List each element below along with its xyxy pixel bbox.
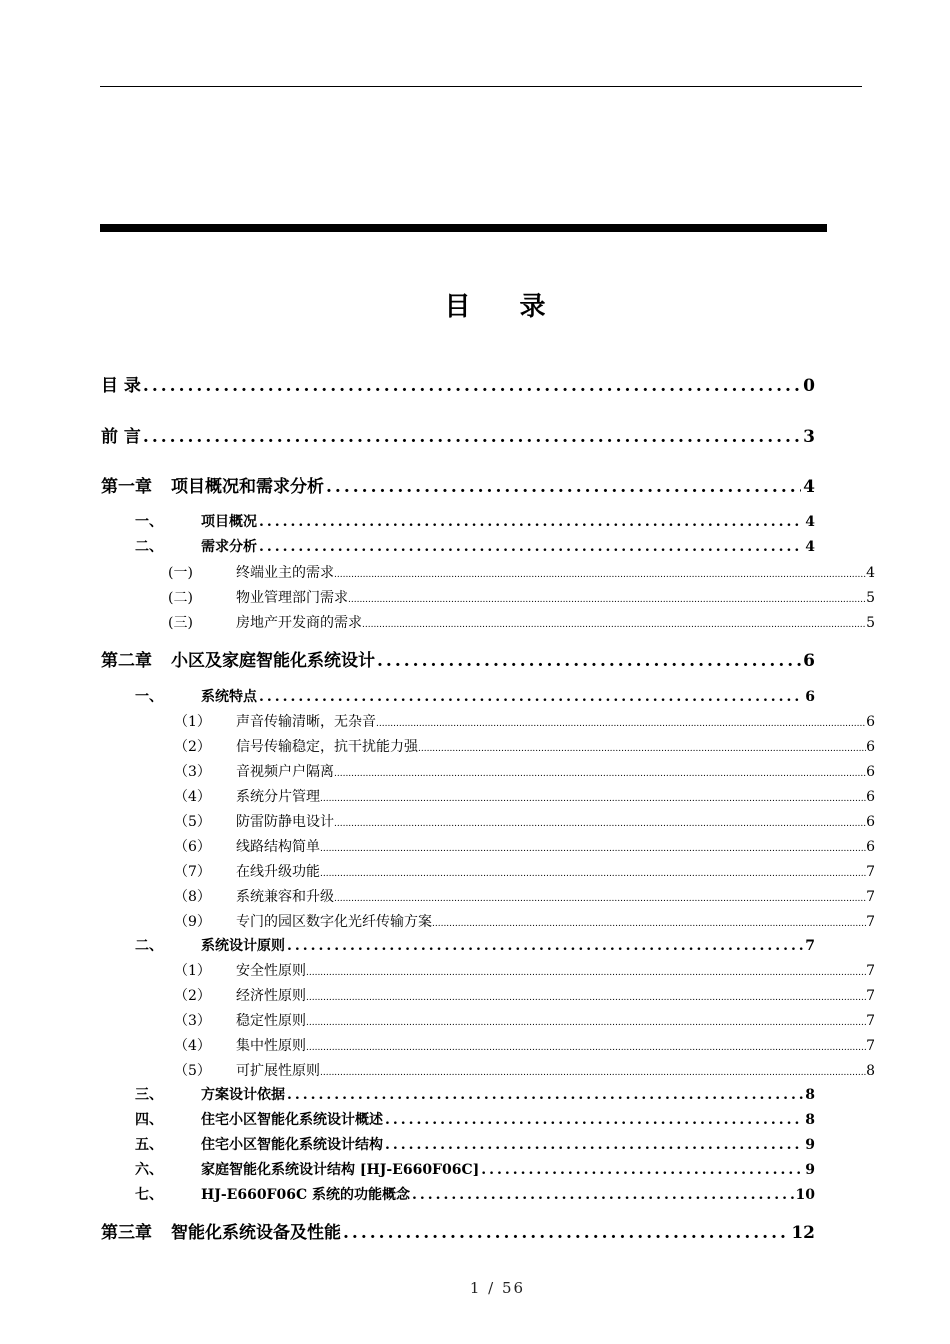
toc-dot-leader <box>362 615 866 631</box>
toc-entry-page: 7 <box>866 1013 875 1029</box>
toc-entry-page: 4 <box>866 565 875 581</box>
toc-dot-leader <box>412 1187 794 1203</box>
toc-entry[interactable] <box>101 472 815 497</box>
toc-dot-leader <box>343 1223 789 1243</box>
toc-entry-label: 信号传输稳定，抗干扰能力强 <box>236 739 418 755</box>
toc-entry-page: 7 <box>866 988 875 1004</box>
toc-dot-leader <box>348 590 866 606</box>
toc-entry-number: 一、 <box>135 689 163 705</box>
toc-entry-number: （7） <box>174 864 211 880</box>
toc-entry-label: 住宅小区智能化系统设计概述 <box>201 1112 383 1128</box>
toc-entry-label: 物业管理部门需求 <box>236 590 348 606</box>
toc-dot-leader <box>259 539 803 555</box>
toc-dot-leader <box>326 477 801 497</box>
toc-dot-leader <box>143 427 801 447</box>
toc-entry-number: （1） <box>174 714 211 730</box>
toc-dot-leader <box>320 839 866 855</box>
toc-entry-label: 需求分析 <box>201 539 257 555</box>
toc-entry[interactable] <box>101 1218 815 1243</box>
toc-entry-page: 6 <box>866 814 875 830</box>
toc-entry-number: 二、 <box>135 938 163 954</box>
toc-entry-number: (三) <box>168 615 193 631</box>
toc-entry-label: 方案设计依据 <box>201 1087 285 1103</box>
toc-entry-number: 目 录 <box>101 376 141 396</box>
toc-entry-number: 第二章 <box>101 651 152 671</box>
toc-entry-number: （5） <box>174 1063 211 1079</box>
toc-entry-number: （2） <box>174 739 211 755</box>
toc-entry[interactable] <box>135 1159 815 1179</box>
toc-entry-label: 住宅小区智能化系统设计结构 <box>201 1137 383 1153</box>
toc-entry[interactable] <box>168 911 875 931</box>
toc-entry-number: （4） <box>174 789 211 805</box>
toc-dot-leader <box>306 1013 866 1029</box>
toc-entry-page: 9 <box>805 1162 815 1178</box>
toc-dot-leader <box>334 889 866 905</box>
toc-dot-leader <box>385 1112 803 1128</box>
toc-entry-page: 8 <box>866 1063 875 1079</box>
toc-entry[interactable] <box>168 587 875 607</box>
toc-entry-page: 6 <box>805 689 815 705</box>
toc-dot-leader <box>259 514 803 530</box>
toc-entry-label: 小区及家庭智能化系统设计 <box>171 651 375 671</box>
toc-entry[interactable] <box>101 646 815 671</box>
toc-entry-number: 三、 <box>135 1087 163 1103</box>
toc-entry[interactable] <box>168 736 875 756</box>
toc-entry[interactable] <box>135 511 815 531</box>
toc-entry-page: 12 <box>791 1223 815 1243</box>
toc-entry-number: （5） <box>174 814 211 830</box>
toc-entry[interactable] <box>168 612 875 632</box>
toc-entry[interactable] <box>168 861 875 881</box>
toc-dot-leader <box>481 1162 803 1178</box>
toc-entry[interactable] <box>168 960 875 980</box>
toc-entry-number: 六、 <box>135 1162 163 1178</box>
toc-entry-page: 5 <box>866 615 875 631</box>
toc-entry-page: 7 <box>866 963 875 979</box>
toc-entry[interactable] <box>135 1184 815 1204</box>
toc-entry-number: 第三章 <box>101 1223 152 1243</box>
toc-entry-number: （3） <box>174 1013 211 1029</box>
toc-entry-page: 4 <box>805 514 815 530</box>
toc-entry-label: 家庭智能化系统设计结构 [HJ-E660F06C] <box>201 1162 480 1178</box>
toc-entry-number: 四、 <box>135 1112 163 1128</box>
toc-entry[interactable] <box>135 686 815 706</box>
toc-entry-page: 7 <box>866 1038 875 1054</box>
toc-entry[interactable] <box>168 1060 875 1080</box>
toc-entry[interactable] <box>101 371 815 396</box>
toc-entry-label: HJ-E660F06C 系统的功能概念 <box>201 1187 410 1203</box>
toc-entry-label: 系统分片管理 <box>236 789 320 805</box>
toc-entry-number: 第一章 <box>101 477 152 497</box>
toc-entry-number: 前 言 <box>101 427 141 447</box>
toc-entry-page: 6 <box>866 714 875 730</box>
toc-entry-page: 6 <box>866 839 875 855</box>
toc-entry-number: 一、 <box>135 514 163 530</box>
toc-entry[interactable] <box>168 836 875 856</box>
toc-entry-number: 二、 <box>135 539 163 555</box>
toc-entry-number: 五、 <box>135 1137 163 1153</box>
toc-entry-label: 可扩展性原则 <box>236 1063 320 1079</box>
toc-entry[interactable] <box>168 1010 875 1030</box>
toc-entry-label: 系统设计原则 <box>201 938 285 954</box>
header-rule <box>100 86 862 87</box>
toc-dot-leader <box>334 565 866 581</box>
toc-entry-page: 6 <box>866 739 875 755</box>
toc-entry-page: 6 <box>866 789 875 805</box>
toc-entry-number: （9） <box>174 914 211 930</box>
toc-dot-leader <box>334 814 866 830</box>
toc-entry-page: 5 <box>866 590 875 606</box>
toc-entry[interactable] <box>135 1109 815 1129</box>
toc-entry-label: 线路结构简单 <box>236 839 320 855</box>
toc-dot-leader <box>306 963 866 979</box>
toc-dot-leader <box>320 789 866 805</box>
toc-entry[interactable] <box>168 562 875 582</box>
toc-entry-page: 7 <box>805 938 815 954</box>
toc-entry[interactable] <box>168 1035 875 1055</box>
toc-entry[interactable] <box>168 711 875 731</box>
toc-entry-page: 9 <box>805 1137 815 1153</box>
toc-entry-number: （2） <box>174 988 211 1004</box>
toc-entry-number: （6） <box>174 839 211 855</box>
toc-entry-label: 安全性原则 <box>236 963 306 979</box>
toc-entry-page: 0 <box>803 376 815 396</box>
toc-entry-page: 6 <box>803 651 815 671</box>
toc-entry-page: 3 <box>803 427 815 447</box>
toc-entry-label: 智能化系统设备及性能 <box>171 1223 341 1243</box>
toc-dot-leader <box>376 714 866 730</box>
toc-entry-label: 项目概况和需求分析 <box>171 477 324 497</box>
toc-entry[interactable] <box>168 985 875 1005</box>
toc-entry-number: (二) <box>168 590 193 606</box>
toc-entry[interactable] <box>168 761 875 781</box>
toc-entry-page: 7 <box>866 864 875 880</box>
toc-dot-leader <box>287 938 803 954</box>
toc-entry-label: 音视频户户隔离 <box>236 764 334 780</box>
toc-entry-number: （8） <box>174 889 211 905</box>
toc-entry-label: 在线升级功能 <box>236 864 320 880</box>
toc-entry-page: 8 <box>805 1087 815 1103</box>
toc-dot-leader <box>306 988 866 1004</box>
toc-entry[interactable] <box>135 1084 815 1104</box>
toc-entry-label: 系统特点 <box>201 689 257 705</box>
toc-entry-page: 4 <box>803 477 815 497</box>
toc-entry-label: 系统兼容和升级 <box>236 889 334 905</box>
toc-entry-label: 经济性原则 <box>236 988 306 1004</box>
toc-entry[interactable] <box>168 886 875 906</box>
toc-entry-number: （4） <box>174 1038 211 1054</box>
page-title: 目 录 <box>444 292 566 322</box>
toc-entry-page: 10 <box>795 1187 815 1203</box>
toc-entry[interactable] <box>135 536 815 556</box>
toc-entry-label: 防雷防静电设计 <box>236 814 334 830</box>
toc-entry-page: 7 <box>866 914 875 930</box>
toc-dot-leader <box>320 1063 866 1079</box>
toc-dot-leader <box>385 1137 803 1153</box>
page-number-footer: 1 / 56 <box>469 1279 526 1297</box>
toc-dot-leader <box>418 739 866 755</box>
toc-entry-page: 6 <box>866 764 875 780</box>
toc-dot-leader <box>377 651 801 671</box>
toc-entry-label: 声音传输清晰，无杂音 <box>236 714 376 730</box>
toc-entry-label: 集中性原则 <box>236 1038 306 1054</box>
toc-entry-label: 项目概况 <box>201 514 257 530</box>
toc-dot-leader <box>432 914 866 930</box>
toc-entry-label: 专门的园区数字化光纤传输方案 <box>236 914 432 930</box>
toc-dot-leader <box>143 376 801 396</box>
toc-entry-number: （3） <box>174 764 211 780</box>
toc-entry-label: 稳定性原则 <box>236 1013 306 1029</box>
toc-entry-label: 终端业主的需求 <box>236 565 334 581</box>
toc-entry[interactable] <box>135 1134 815 1154</box>
toc-entry-page: 4 <box>805 539 815 555</box>
toc-dot-leader <box>320 864 866 880</box>
toc-entry-number: （1） <box>174 963 211 979</box>
toc-dot-leader <box>334 764 866 780</box>
toc-entry-page: 7 <box>866 889 875 905</box>
toc-dot-leader <box>259 689 803 705</box>
toc-entry-number: 七、 <box>135 1187 163 1203</box>
toc-entry-page: 8 <box>805 1112 815 1128</box>
toc-entry-number: (一) <box>168 565 193 581</box>
toc-entry-label: 房地产开发商的需求 <box>236 615 362 631</box>
title-bar-rule <box>100 224 827 232</box>
toc-dot-leader <box>306 1038 866 1054</box>
toc-entry[interactable] <box>135 935 815 955</box>
toc-entry[interactable] <box>168 786 875 806</box>
toc-entry[interactable] <box>168 811 875 831</box>
toc-entry[interactable] <box>101 422 815 447</box>
toc-dot-leader <box>287 1087 803 1103</box>
